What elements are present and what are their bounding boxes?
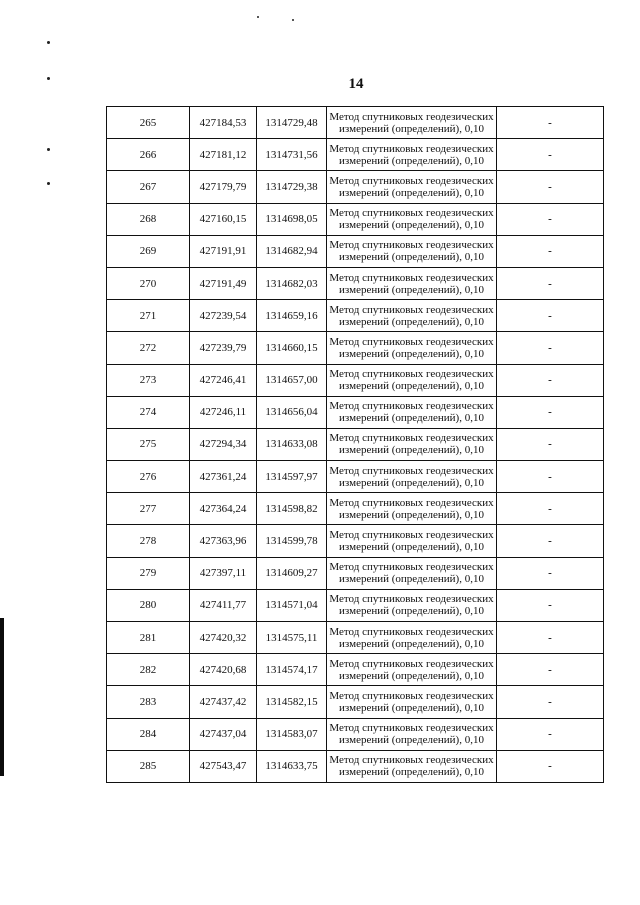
dash-cell: - (497, 364, 604, 396)
method-text-line2: измерений (определений), 0,10 (339, 508, 484, 521)
table-row (107, 171, 604, 203)
point-number-cell: 276 (107, 461, 190, 493)
x-coordinate-cell: 427420,32 (190, 622, 257, 654)
point-number-cell: 269 (107, 235, 190, 267)
table-row (107, 300, 604, 332)
table-row (107, 428, 604, 460)
table-row (107, 622, 604, 654)
method-cell (327, 107, 497, 139)
method-text-line1: Метод спутниковых геодезических (329, 464, 494, 477)
x-coordinate-cell: 427363,96 (190, 525, 257, 557)
y-coordinate-cell: 1314656,04 (257, 396, 327, 428)
method-cell (327, 428, 497, 460)
method-text-line2: измерений (определений), 0,10 (339, 444, 484, 457)
method-text-line2: измерений (определений), 0,10 (339, 637, 484, 650)
method-text-line1: Метод спутниковых геодезических (329, 271, 494, 284)
y-coordinate-cell: 1314729,38 (257, 171, 327, 203)
y-coordinate-cell: 1314633,08 (257, 428, 327, 460)
dash-cell: - (497, 139, 604, 171)
method-cell (327, 203, 497, 235)
dash-cell: - (497, 557, 604, 589)
y-coordinate-cell: 1314657,00 (257, 364, 327, 396)
method-cell (327, 461, 497, 493)
method-text-line2: измерений (определений), 0,10 (339, 734, 484, 747)
y-coordinate-cell: 1314660,15 (257, 332, 327, 364)
x-coordinate-cell: 427191,91 (190, 235, 257, 267)
y-coordinate-cell: 1314682,03 (257, 267, 327, 299)
dash-cell: - (497, 718, 604, 750)
method-cell (327, 493, 497, 525)
coordinates-table (106, 106, 604, 783)
dash-cell: - (497, 171, 604, 203)
x-coordinate-cell: 427543,47 (190, 750, 257, 782)
y-coordinate-cell: 1314583,07 (257, 718, 327, 750)
dash-cell: - (497, 107, 604, 139)
dash-cell: - (497, 461, 604, 493)
x-coordinate-cell: 427361,24 (190, 461, 257, 493)
x-coordinate-cell: 427239,54 (190, 300, 257, 332)
method-text-line2: измерений (определений), 0,10 (339, 219, 484, 232)
x-coordinate-cell: 427397,11 (190, 557, 257, 589)
y-coordinate-cell: 1314698,05 (257, 203, 327, 235)
table-row (107, 396, 604, 428)
dash-cell: - (497, 267, 604, 299)
method-text-line1: Метод спутниковых геодезических (329, 303, 494, 316)
method-cell (327, 557, 497, 589)
method-text-line1: Метод спутниковых геодезических (329, 529, 494, 542)
x-coordinate-cell: 427179,79 (190, 171, 257, 203)
method-text-line2: измерений (определений), 0,10 (339, 380, 484, 393)
point-number-cell: 274 (107, 396, 190, 428)
method-text-line1: Метод спутниковых геодезических (329, 722, 494, 735)
x-coordinate-cell: 427437,42 (190, 686, 257, 718)
method-text-line1: Метод спутниковых геодезических (329, 335, 494, 348)
dash-cell: - (497, 654, 604, 686)
point-number-cell: 279 (107, 557, 190, 589)
y-coordinate-cell: 1314571,04 (257, 589, 327, 621)
method-text-line2: измерений (определений), 0,10 (339, 605, 484, 618)
table-row (107, 461, 604, 493)
point-number-cell: 265 (107, 107, 190, 139)
x-coordinate-cell: 427364,24 (190, 493, 257, 525)
table-row (107, 557, 604, 589)
method-text-line1: Метод спутниковых геодезических (329, 110, 494, 123)
method-text-line2: измерений (определений), 0,10 (339, 251, 484, 264)
table-row (107, 107, 604, 139)
x-coordinate-cell: 427184,53 (190, 107, 257, 139)
point-number-cell: 280 (107, 589, 190, 621)
method-text-line2: измерений (определений), 0,10 (339, 701, 484, 714)
scan-speck (292, 19, 294, 21)
x-coordinate-cell: 427294,34 (190, 428, 257, 460)
y-coordinate-cell: 1314598,82 (257, 493, 327, 525)
method-cell (327, 396, 497, 428)
y-coordinate-cell: 1314682,94 (257, 235, 327, 267)
method-cell (327, 718, 497, 750)
x-coordinate-cell: 427246,11 (190, 396, 257, 428)
method-text-line2: измерений (определений), 0,10 (339, 186, 484, 199)
method-cell (327, 139, 497, 171)
dash-cell: - (497, 525, 604, 557)
method-text-line1: Метод спутниковых геодезических (329, 754, 494, 767)
method-cell (327, 589, 497, 621)
point-number-cell: 283 (107, 686, 190, 718)
dash-cell: - (497, 332, 604, 364)
method-cell (327, 332, 497, 364)
method-text-line1: Метод спутниковых геодезических (329, 496, 494, 509)
dash-cell: - (497, 750, 604, 782)
method-cell (327, 525, 497, 557)
scan-edge-mark (0, 618, 4, 776)
method-text-line2: измерений (определений), 0,10 (339, 347, 484, 360)
y-coordinate-cell: 1314633,75 (257, 750, 327, 782)
y-coordinate-cell: 1314575,11 (257, 622, 327, 654)
page-number: 14 (348, 76, 364, 92)
coordinates-table-body (107, 107, 604, 783)
method-text-line2: измерений (определений), 0,10 (339, 315, 484, 328)
method-text-line1: Метод спутниковых геодезических (329, 561, 494, 574)
method-cell (327, 622, 497, 654)
method-text-line1: Метод спутниковых геодезических (329, 368, 494, 381)
method-text-line2: измерений (определений), 0,10 (339, 573, 484, 586)
table-row (107, 654, 604, 686)
method-text-line2: измерений (определений), 0,10 (339, 766, 484, 779)
y-coordinate-cell: 1314597,97 (257, 461, 327, 493)
y-coordinate-cell: 1314729,48 (257, 107, 327, 139)
method-text-line1: Метод спутниковых геодезических (329, 207, 494, 220)
table-row (107, 589, 604, 621)
method-text-line1: Метод спутниковых геодезических (329, 625, 494, 638)
point-number-cell: 273 (107, 364, 190, 396)
point-number-cell: 282 (107, 654, 190, 686)
scan-speck (47, 41, 50, 44)
point-number-cell: 284 (107, 718, 190, 750)
dash-cell: - (497, 428, 604, 460)
x-coordinate-cell: 427160,15 (190, 203, 257, 235)
table-row (107, 525, 604, 557)
method-text-line2: измерений (определений), 0,10 (339, 283, 484, 296)
y-coordinate-cell: 1314731,56 (257, 139, 327, 171)
table-row (107, 332, 604, 364)
y-coordinate-cell: 1314574,17 (257, 654, 327, 686)
method-text-line1: Метод спутниковых геодезических (329, 400, 494, 413)
method-text-line2: измерений (определений), 0,10 (339, 476, 484, 489)
method-cell (327, 686, 497, 718)
method-cell (327, 300, 497, 332)
method-text-line2: измерений (определений), 0,10 (339, 122, 484, 135)
y-coordinate-cell: 1314659,16 (257, 300, 327, 332)
dash-cell: - (497, 622, 604, 654)
point-number-cell: 275 (107, 428, 190, 460)
point-number-cell: 267 (107, 171, 190, 203)
dash-cell: - (497, 300, 604, 332)
method-cell (327, 750, 497, 782)
point-number-cell: 272 (107, 332, 190, 364)
scan-speck (47, 182, 50, 185)
method-text-line2: измерений (определений), 0,10 (339, 541, 484, 554)
method-text-line2: измерений (определений), 0,10 (339, 154, 484, 167)
dash-cell: - (497, 203, 604, 235)
point-number-cell: 277 (107, 493, 190, 525)
table-row (107, 493, 604, 525)
table-row (107, 203, 604, 235)
point-number-cell: 271 (107, 300, 190, 332)
point-number-cell: 268 (107, 203, 190, 235)
dash-cell: - (497, 686, 604, 718)
y-coordinate-cell: 1314609,27 (257, 557, 327, 589)
dash-cell: - (497, 235, 604, 267)
method-cell (327, 235, 497, 267)
table-row (107, 686, 604, 718)
method-text-line1: Метод спутниковых геодезических (329, 432, 494, 445)
method-cell (327, 171, 497, 203)
point-number-cell: 278 (107, 525, 190, 557)
x-coordinate-cell: 427191,49 (190, 267, 257, 299)
dash-cell: - (497, 396, 604, 428)
dash-cell: - (497, 493, 604, 525)
method-text-line1: Метод спутниковых геодезических (329, 174, 494, 187)
table-row (107, 235, 604, 267)
x-coordinate-cell: 427437,04 (190, 718, 257, 750)
point-number-cell: 285 (107, 750, 190, 782)
y-coordinate-cell: 1314599,78 (257, 525, 327, 557)
scan-speck (257, 16, 259, 18)
dash-cell: - (497, 589, 604, 621)
method-text-line1: Метод спутниковых геодезических (329, 142, 494, 155)
x-coordinate-cell: 427181,12 (190, 139, 257, 171)
x-coordinate-cell: 427246,41 (190, 364, 257, 396)
method-text-line1: Метод спутниковых геодезических (329, 689, 494, 702)
x-coordinate-cell: 427420,68 (190, 654, 257, 686)
method-text-line1: Метод спутниковых геодезических (329, 239, 494, 252)
point-number-cell: 266 (107, 139, 190, 171)
scan-speck (47, 148, 50, 151)
x-coordinate-cell: 427411,77 (190, 589, 257, 621)
table-row (107, 750, 604, 782)
method-cell (327, 267, 497, 299)
table-row (107, 718, 604, 750)
table-row (107, 364, 604, 396)
method-text-line2: измерений (определений), 0,10 (339, 412, 484, 425)
y-coordinate-cell: 1314582,15 (257, 686, 327, 718)
method-text-line1: Метод спутниковых геодезических (329, 593, 494, 606)
x-coordinate-cell: 427239,79 (190, 332, 257, 364)
method-text-line2: измерений (определений), 0,10 (339, 669, 484, 682)
point-number-cell: 270 (107, 267, 190, 299)
method-cell (327, 654, 497, 686)
table-row (107, 139, 604, 171)
method-cell (327, 364, 497, 396)
point-number-cell: 281 (107, 622, 190, 654)
table-row (107, 267, 604, 299)
method-text-line1: Метод спутниковых геодезических (329, 657, 494, 670)
